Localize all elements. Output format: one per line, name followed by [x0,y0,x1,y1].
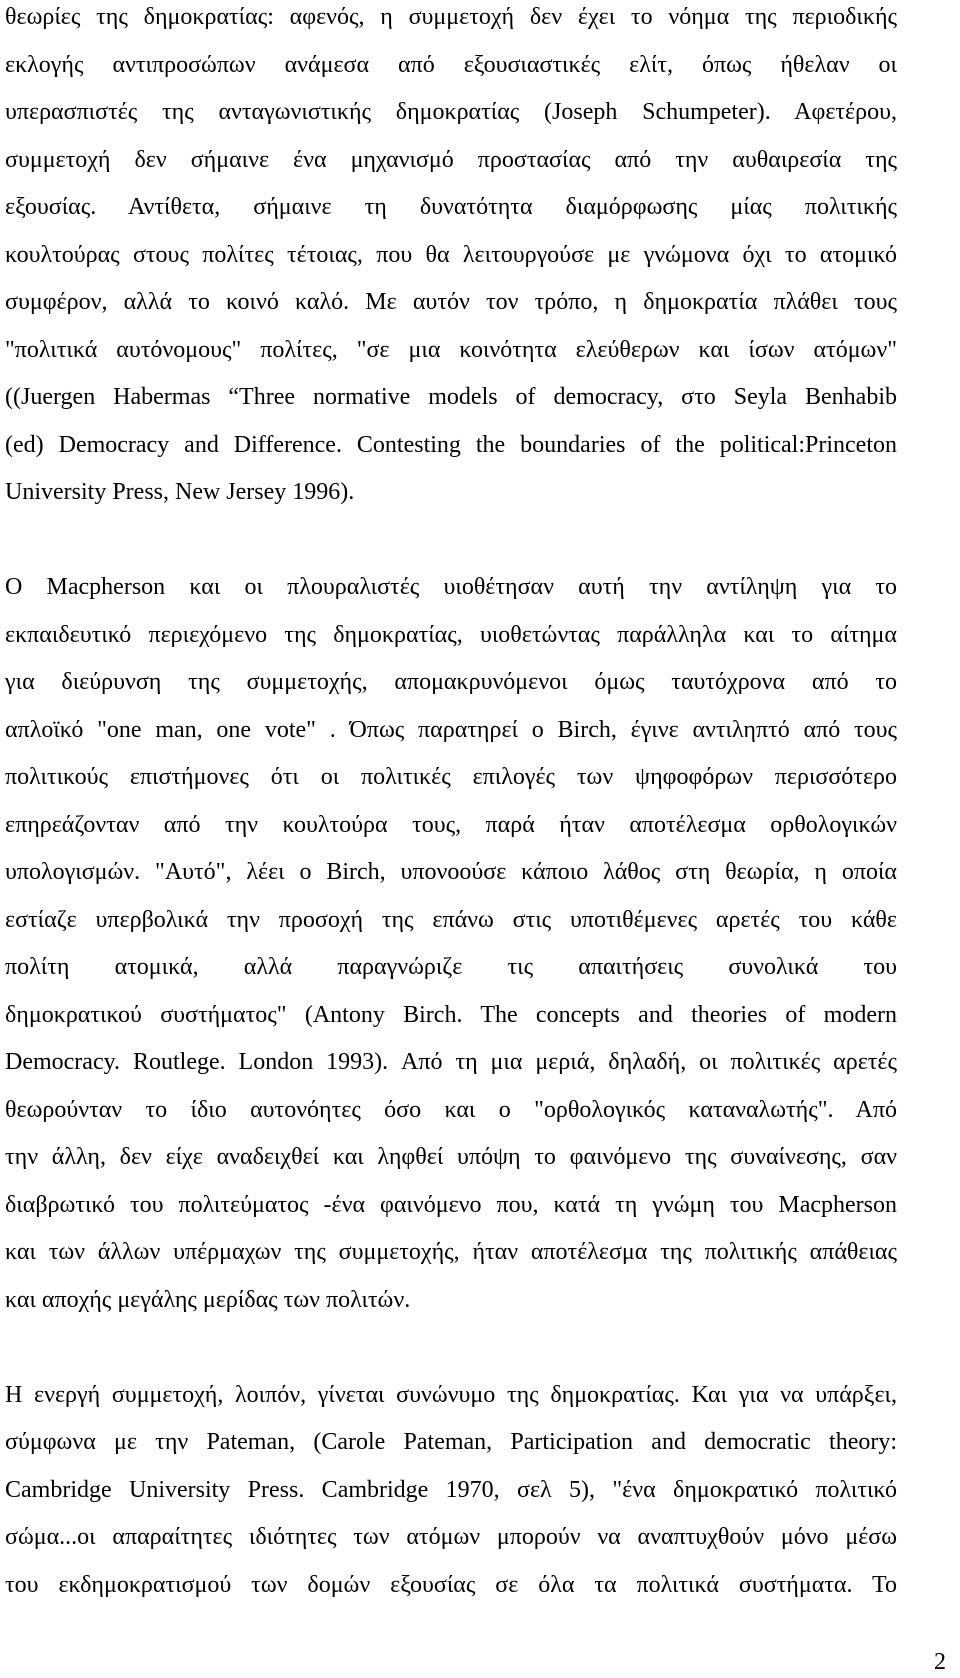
text-line: υπερασπιστές της ανταγωνιστικής δημοκρατίας (Joseph Schumpeter). Αφετέρου, [5,99,897,125]
text-line: και αποχής μεγάλης μερίδας των πολιτών. [5,1286,411,1313]
paragraph-spacer [5,1324,897,1372]
text-line: εκλογής αντιπροσώπων ανάμεσα από εξουσιαστικές ελίτ, όπως ήθελαν οι [5,51,897,78]
paragraph-spacer [5,517,897,565]
text-line: και των άλλων υπέρμαχων της συμμετοχής, ήταν αποτέλεσμα της πολιτικής απάθειας [5,1239,897,1265]
text-line: δημοκρατικού συστήματος" (Antony Birch. The concepts and theories of modern [5,1001,897,1028]
text-line: Cambridge University Press. Cambridge 1970, σελ 5), "ένα δημοκρατικό πολιτικό [5,1476,897,1503]
text-line: συμφέρον, αλλά το κοινό καλό. Με αυτόν τον τρόπο, η δημοκρατία πλάθει τους [5,289,897,315]
paragraph-3 [5,1372,897,1610]
text-line: υπολογισμών. "Αυτό", λέει ο Birch, υπονοούσε κάποιο λάθος στη θεωρία, η οποία [5,859,897,885]
text-line: του εκδημοκρατισμού των δομών εξουσίας σε όλα τα πολιτικά συστήματα. Το [5,1571,897,1598]
paragraph-2 [5,564,897,1324]
text-line: Η ενεργή συμμετοχή, λοιπόν, γίνεται συνώνυμο της δημοκρατίας. Και για να υπάρξει, [5,1381,897,1408]
text-line: επηρεάζονταν από την κουλτούρα τους, παρά ήταν αποτέλεσμα ορθολογικών [5,811,897,838]
text-line: Ο Macpherson και οι πλουραλιστές υιοθέτησαν αυτή την αντίληψη για το [5,574,897,600]
text-line: Democracy. Routlege. London 1993). Από τη μια μεριά, δηλαδή, οι πολιτικές αρετές [5,1049,897,1075]
text-line: "πολιτικά αυτόνομους" πολίτες, "σε μια κοινότητα ελεύθερων και ίσων ατόμων" [5,336,897,363]
text-line: την άλλη, δεν είχε αναδειχθεί και ληφθεί υπόψη το φαινόμενο της συναίνεσης, σαν [5,1144,897,1170]
text-line: πολίτη ατομικά, αλλά παραγνώριζε τις απαιτήσεις συνολικά του [5,954,897,980]
text-line: University Press, New Jersey 1996). [5,479,355,505]
text-line: για διεύρυνση της συμμετοχής, απομακρυνόμενοι όμως ταυτόχρονα από το [5,669,897,695]
text-line: απλοϊκό "one man, one vote" . Όπως παρατηρεί ο Birch, έγινε αντιληπτό από τους [5,716,897,743]
text-line: σύμφωνα με την Pateman, (Carole Pateman, Participation and democratic theory: [5,1429,897,1455]
text-line: εκπαιδευτικό περιεχόμενο της δημοκρατίας, υιοθετώντας παράλληλα και το αίτημα [5,621,897,648]
document-page [5,0,897,1609]
page-number: 2 [934,1649,946,1675]
paragraph-1 [5,0,897,517]
text-line: εξουσίας. Αντίθετα, σήμαινε τη δυνατότητα διαμόρφωσης μίας πολιτικής [5,194,897,220]
text-line: διαβρωτικό του πολιτεύματος -ένα φαινόμενο που, κατά τη γνώμη του Macpherson [5,1191,897,1218]
text-line: πολιτικούς επιστήμονες ότι οι πολιτικές επιλογές των ψηφοφόρων περισσότερο [5,764,897,790]
text-line: θεωρίες της δημοκρατίας: αφενός, η συμμετοχή δεν έχει το νόημα της περιοδικής [5,4,897,30]
text-line: εστίαζε υπερβολικά την προσοχή της επάνω στις υποτιθέμενες αρετές του κάθε [5,906,897,933]
text-line: ((Juergen Habermas “Three normative models of democracy, στο Seyla Benhabib [5,384,897,410]
text-line: κουλτούρας στους πολίτες τέτοιας, που θα λειτουργούσε με γνώμονα όχι το ατομικό [5,241,897,268]
text-line: (ed) Democracy and Difference. Contesting the boundaries of the political:Princeton [5,431,897,458]
text-line: σώμα...οι απαραίτητες ιδιότητες των ατόμων μπορούν να αναπτυχθούν μόνο μέσω [5,1524,897,1550]
text-line: θεωρούνταν το ίδιο αυτονόητες όσο και ο "ορθολογικός καταναλωτής". Από [5,1096,897,1123]
text-line: συμμετοχή δεν σήμαινε ένα μηχανισμό προστασίας από την αυθαιρεσία της [5,146,897,173]
